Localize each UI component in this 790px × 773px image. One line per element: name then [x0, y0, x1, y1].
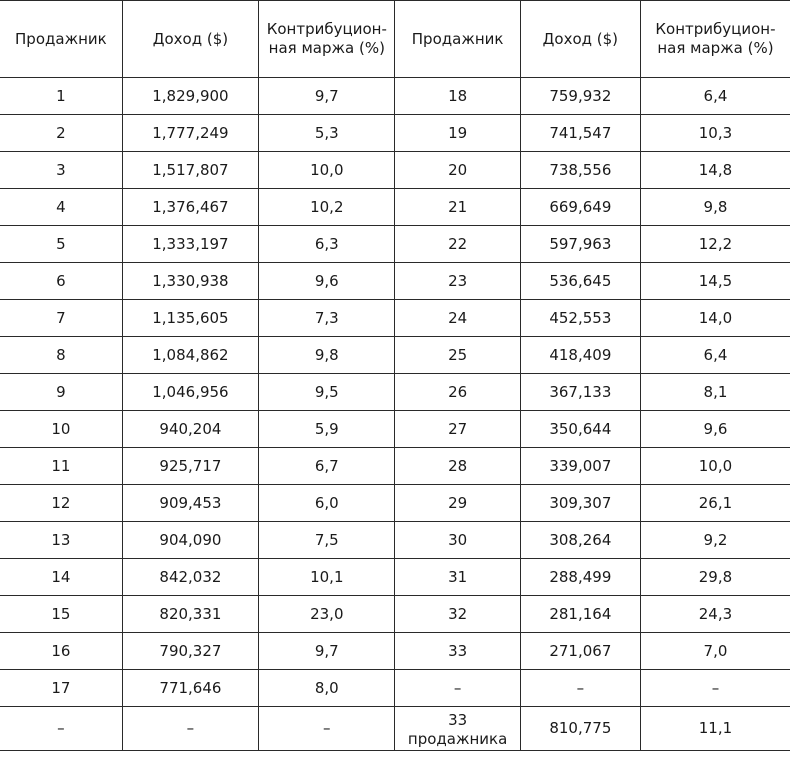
column-header: Продажник: [0, 1, 122, 78]
table-row: [0, 78, 790, 115]
table-cell: 18: [395, 78, 520, 115]
table-cell: 6,4: [640, 78, 790, 115]
table-cell: 1,333,197: [122, 226, 258, 263]
table-cell: 29,8: [640, 559, 790, 596]
table-cell: 925,717: [122, 448, 258, 485]
table-cell: 1,330,938: [122, 263, 258, 300]
table-cell: 790,327: [122, 633, 258, 670]
table-cell: 11,1: [640, 707, 790, 751]
table-row: [0, 337, 790, 374]
table-cell: –: [520, 670, 640, 707]
table-cell: 12,2: [640, 226, 790, 263]
table-cell: 339,007: [520, 448, 640, 485]
table-cell: 309,307: [520, 485, 640, 522]
table-cell: 8,0: [259, 670, 395, 707]
table-row: [0, 263, 790, 300]
table-cell: –: [122, 707, 258, 751]
table-cell: 26: [395, 374, 520, 411]
table-cell: 20: [395, 152, 520, 189]
table-cell: 771,646: [122, 670, 258, 707]
table-cell: 12: [0, 485, 122, 522]
table-cell: 21: [395, 189, 520, 226]
table-row: [0, 707, 790, 751]
table-cell: 1: [0, 78, 122, 115]
table-cell: 308,264: [520, 522, 640, 559]
table-cell: 32: [395, 596, 520, 633]
table-row: [0, 374, 790, 411]
table-cell: 6,4: [640, 337, 790, 374]
table-cell: 24: [395, 300, 520, 337]
table-cell: 10,0: [640, 448, 790, 485]
table-cell: 15: [0, 596, 122, 633]
table-cell: 536,645: [520, 263, 640, 300]
table-cell: 10,3: [640, 115, 790, 152]
table-cell: 842,032: [122, 559, 258, 596]
table-cell: 271,067: [520, 633, 640, 670]
table-row: [0, 596, 790, 633]
table-cell: 5: [0, 226, 122, 263]
table-cell: 25: [395, 337, 520, 374]
table-cell: 13: [0, 522, 122, 559]
table-row: [0, 115, 790, 152]
table-cell: 1,829,900: [122, 78, 258, 115]
table-cell: 33: [395, 633, 520, 670]
table-cell: 9,8: [259, 337, 395, 374]
column-header: Доход ($): [122, 1, 258, 78]
column-header: Доход ($): [520, 1, 640, 78]
table-cell: 1,376,467: [122, 189, 258, 226]
table-cell: 1,777,249: [122, 115, 258, 152]
table-cell: 281,164: [520, 596, 640, 633]
table-cell: 10: [0, 411, 122, 448]
table-cell: 10,2: [259, 189, 395, 226]
table-body: [0, 78, 790, 751]
table-cell: 27: [395, 411, 520, 448]
table-cell: 6,3: [259, 226, 395, 263]
table-cell: 669,649: [520, 189, 640, 226]
table-row: [0, 633, 790, 670]
table-cell: 4: [0, 189, 122, 226]
table-row: [0, 448, 790, 485]
table-cell: 1,135,605: [122, 300, 258, 337]
table-cell: 16: [0, 633, 122, 670]
table-cell: 1,517,807: [122, 152, 258, 189]
table-cell: 31: [395, 559, 520, 596]
table-cell: 810,775: [520, 707, 640, 751]
table-cell: 597,963: [520, 226, 640, 263]
table-cell: 8,1: [640, 374, 790, 411]
table-cell: 9: [0, 374, 122, 411]
table-cell: 738,556: [520, 152, 640, 189]
table-cell: 1,046,956: [122, 374, 258, 411]
table-cell: –: [0, 707, 122, 751]
table-cell: 10,1: [259, 559, 395, 596]
table-cell: 30: [395, 522, 520, 559]
table-cell: 29: [395, 485, 520, 522]
table-cell: 6,0: [259, 485, 395, 522]
table-row: [0, 559, 790, 596]
table-cell: 9,6: [640, 411, 790, 448]
table-cell: 2: [0, 115, 122, 152]
table-cell: 22: [395, 226, 520, 263]
table-cell: 23: [395, 263, 520, 300]
table-row: [0, 152, 790, 189]
table-cell: 10,0: [259, 152, 395, 189]
table-cell: 24,3: [640, 596, 790, 633]
table-cell: 11: [0, 448, 122, 485]
table-cell: 909,453: [122, 485, 258, 522]
table-cell: 418,409: [520, 337, 640, 374]
table-cell: 940,204: [122, 411, 258, 448]
table-cell: 367,133: [520, 374, 640, 411]
table-cell: 6,7: [259, 448, 395, 485]
table-cell: –: [259, 707, 395, 751]
table-cell: 3: [0, 152, 122, 189]
table-row: [0, 522, 790, 559]
table-cell: 23,0: [259, 596, 395, 633]
table-cell: 1,084,862: [122, 337, 258, 374]
table-cell: 5,3: [259, 115, 395, 152]
table-cell: 288,499: [520, 559, 640, 596]
table-cell: 820,331: [122, 596, 258, 633]
table-cell: 28: [395, 448, 520, 485]
column-header: Контрибуцион- ная маржа (%): [640, 1, 790, 78]
table-cell: 9,8: [640, 189, 790, 226]
table-cell: 26,1: [640, 485, 790, 522]
table-cell: 8: [0, 337, 122, 374]
table-cell: 9,5: [259, 374, 395, 411]
table-cell: 17: [0, 670, 122, 707]
table-cell: 6: [0, 263, 122, 300]
table-row: [0, 670, 790, 707]
table-row: [0, 226, 790, 263]
table-row: [0, 485, 790, 522]
header-row: [0, 1, 790, 78]
table-cell: 7,5: [259, 522, 395, 559]
table-cell: 9,7: [259, 633, 395, 670]
table-row: [0, 300, 790, 337]
table-cell: –: [640, 670, 790, 707]
column-header: Контрибуцион- ная маржа (%): [259, 1, 395, 78]
table-cell: 9,7: [259, 78, 395, 115]
table-cell: 741,547: [520, 115, 640, 152]
table-cell: 7,3: [259, 300, 395, 337]
column-header: Продажник: [395, 1, 520, 78]
table-cell: 14: [0, 559, 122, 596]
table-cell: 452,553: [520, 300, 640, 337]
table-row: [0, 189, 790, 226]
table-cell: 5,9: [259, 411, 395, 448]
table-cell: 7: [0, 300, 122, 337]
table-cell: 14,8: [640, 152, 790, 189]
table-cell: 19: [395, 115, 520, 152]
table-row: [0, 411, 790, 448]
table-cell: 9,6: [259, 263, 395, 300]
table-cell: 904,090: [122, 522, 258, 559]
table-cell: 350,644: [520, 411, 640, 448]
table-cell: 759,932: [520, 78, 640, 115]
table-cell: 14,5: [640, 263, 790, 300]
table-cell: 9,2: [640, 522, 790, 559]
table-cell: 7,0: [640, 633, 790, 670]
table-cell: 33 продажника: [395, 707, 520, 751]
table-cell: –: [395, 670, 520, 707]
table-cell: 14,0: [640, 300, 790, 337]
